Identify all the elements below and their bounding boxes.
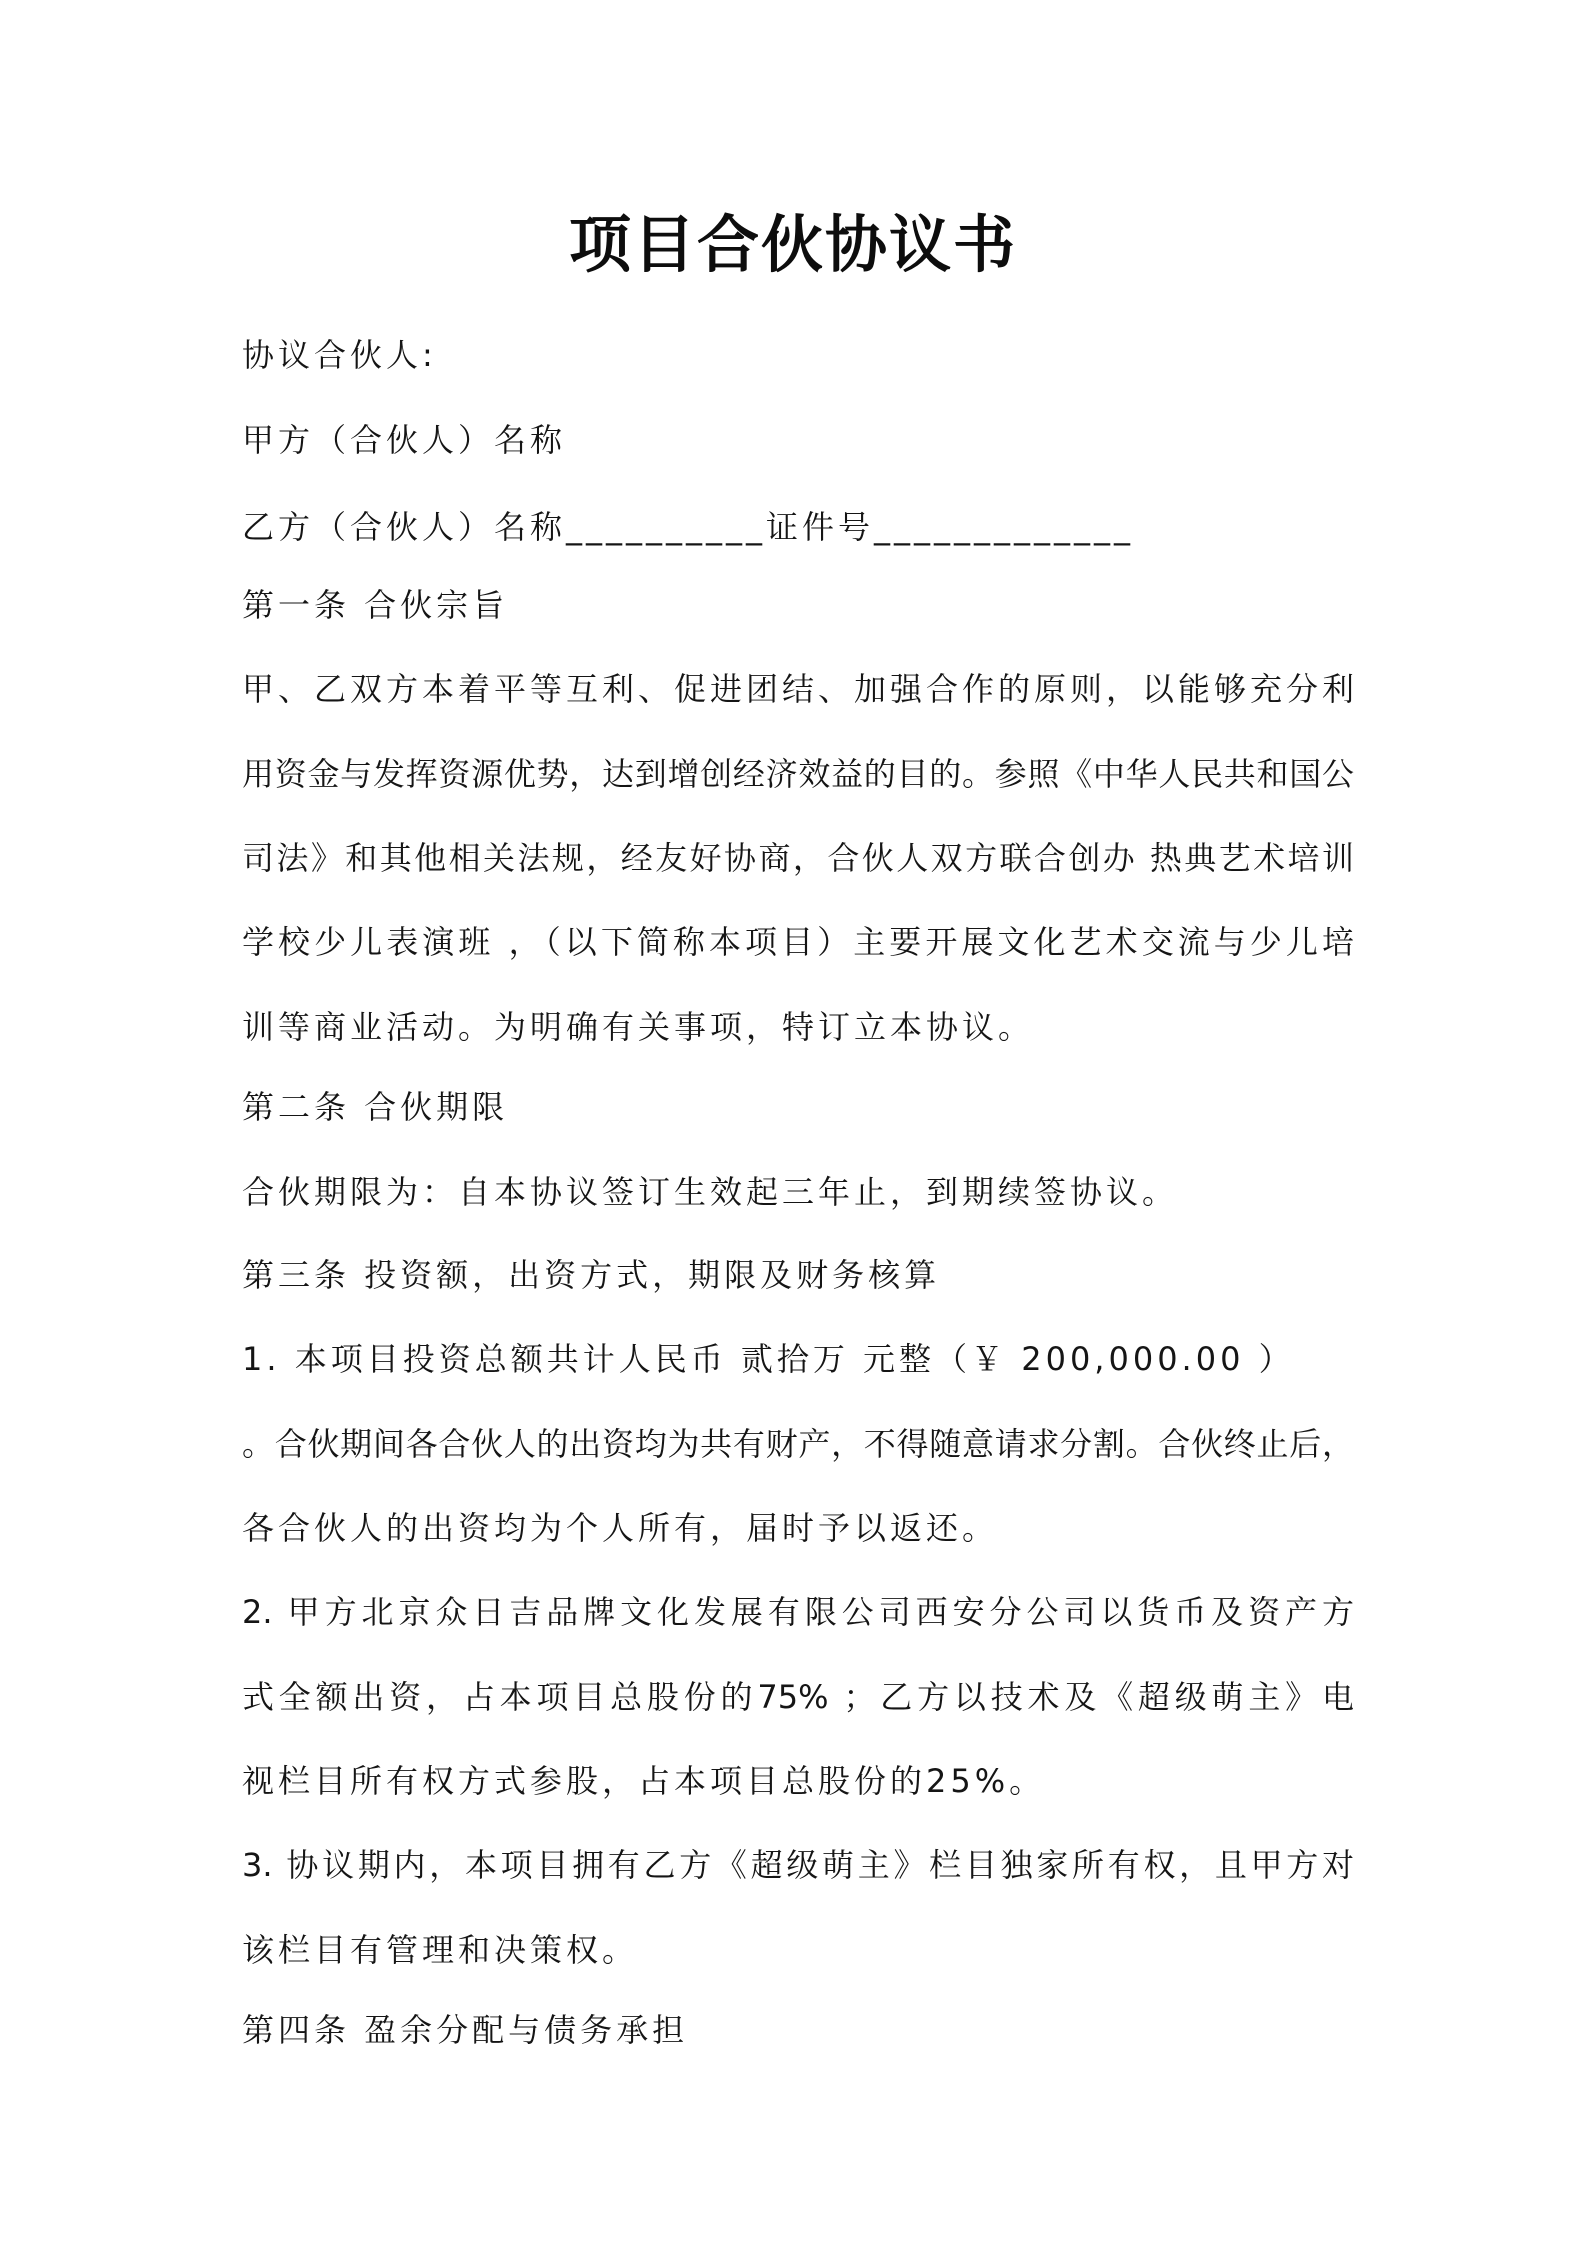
- article-3-item-2-line-3: 视栏目所有权方式参股，占本项目总股份的25%。: [242, 1762, 1046, 1800]
- article-1-para-line-3: 司法》和其他相关法规，经友好协商，合伙人双方联合创办 热典艺术培训: [242, 839, 1354, 877]
- party-a-name-line: 甲方（合伙人）名称: [242, 421, 567, 459]
- article-1-heading: 第一条 合伙宗旨: [242, 586, 509, 624]
- article-3-item-3-line-2: 该栏目有管理和决策权。: [242, 1931, 639, 1969]
- article-2-heading: 第二条 合伙期限: [242, 1088, 509, 1126]
- article-3-item-1-line-3: 各合伙人的出资均为个人所有，届时予以返还。: [242, 1509, 999, 1547]
- article-3-item-1-line-1: 1. 本项目投资总额共计人民币 贰拾万 元整（￥ 200,000.00 ）: [242, 1340, 1295, 1378]
- article-3-item-3-line-1: 3. 协议期内，本项目拥有乙方《超级萌主》栏目独家所有权，且甲方对: [242, 1846, 1354, 1884]
- article-1-para-line-2: 用资金与发挥资源优势，达到增创经济效益的目的。参照《中华人民共和国公: [242, 755, 1354, 793]
- article-4-heading: 第四条 盈余分配与债务承担: [242, 2011, 689, 2049]
- article-3-heading: 第三条 投资额，出资方式，期限及财务核算: [242, 1256, 941, 1294]
- party-b-name-line: 乙方（合伙人）名称__________证件号_____________: [242, 508, 1135, 546]
- article-1-para-line-5: 训等商业活动。为明确有关事项，特订立本协议。: [242, 1008, 1035, 1046]
- article-3-item-2-line-1: 2. 甲方北京众日吉品牌文化发展有限公司西安分公司以货币及资产方: [242, 1593, 1354, 1631]
- document-title: 项目合伙协议书: [568, 208, 1017, 281]
- article-1-para-line-4: 学校少儿表演班 ，（以下简称本项目）主要开展文化艺术交流与少儿培: [242, 923, 1354, 961]
- article-1-para-line-1: 甲、乙双方本着平等互利、促进团结、加强合作的原则，以能够充分利: [242, 670, 1354, 708]
- article-3-item-1-line-2: 。合伙期间各合伙人的出资均为共有财产，不得随意请求分割。合伙终止后，: [242, 1425, 1354, 1463]
- article-3-item-2-line-2: 式全额出资，占本项目总股份的75% ；乙方以技术及《超级萌主》电: [242, 1678, 1354, 1716]
- article-2-para-line-1: 合伙期限为：自本协议签订生效起三年止，到期续签协议。: [242, 1173, 1179, 1211]
- intro-partners-label: 协议合伙人:: [242, 336, 437, 374]
